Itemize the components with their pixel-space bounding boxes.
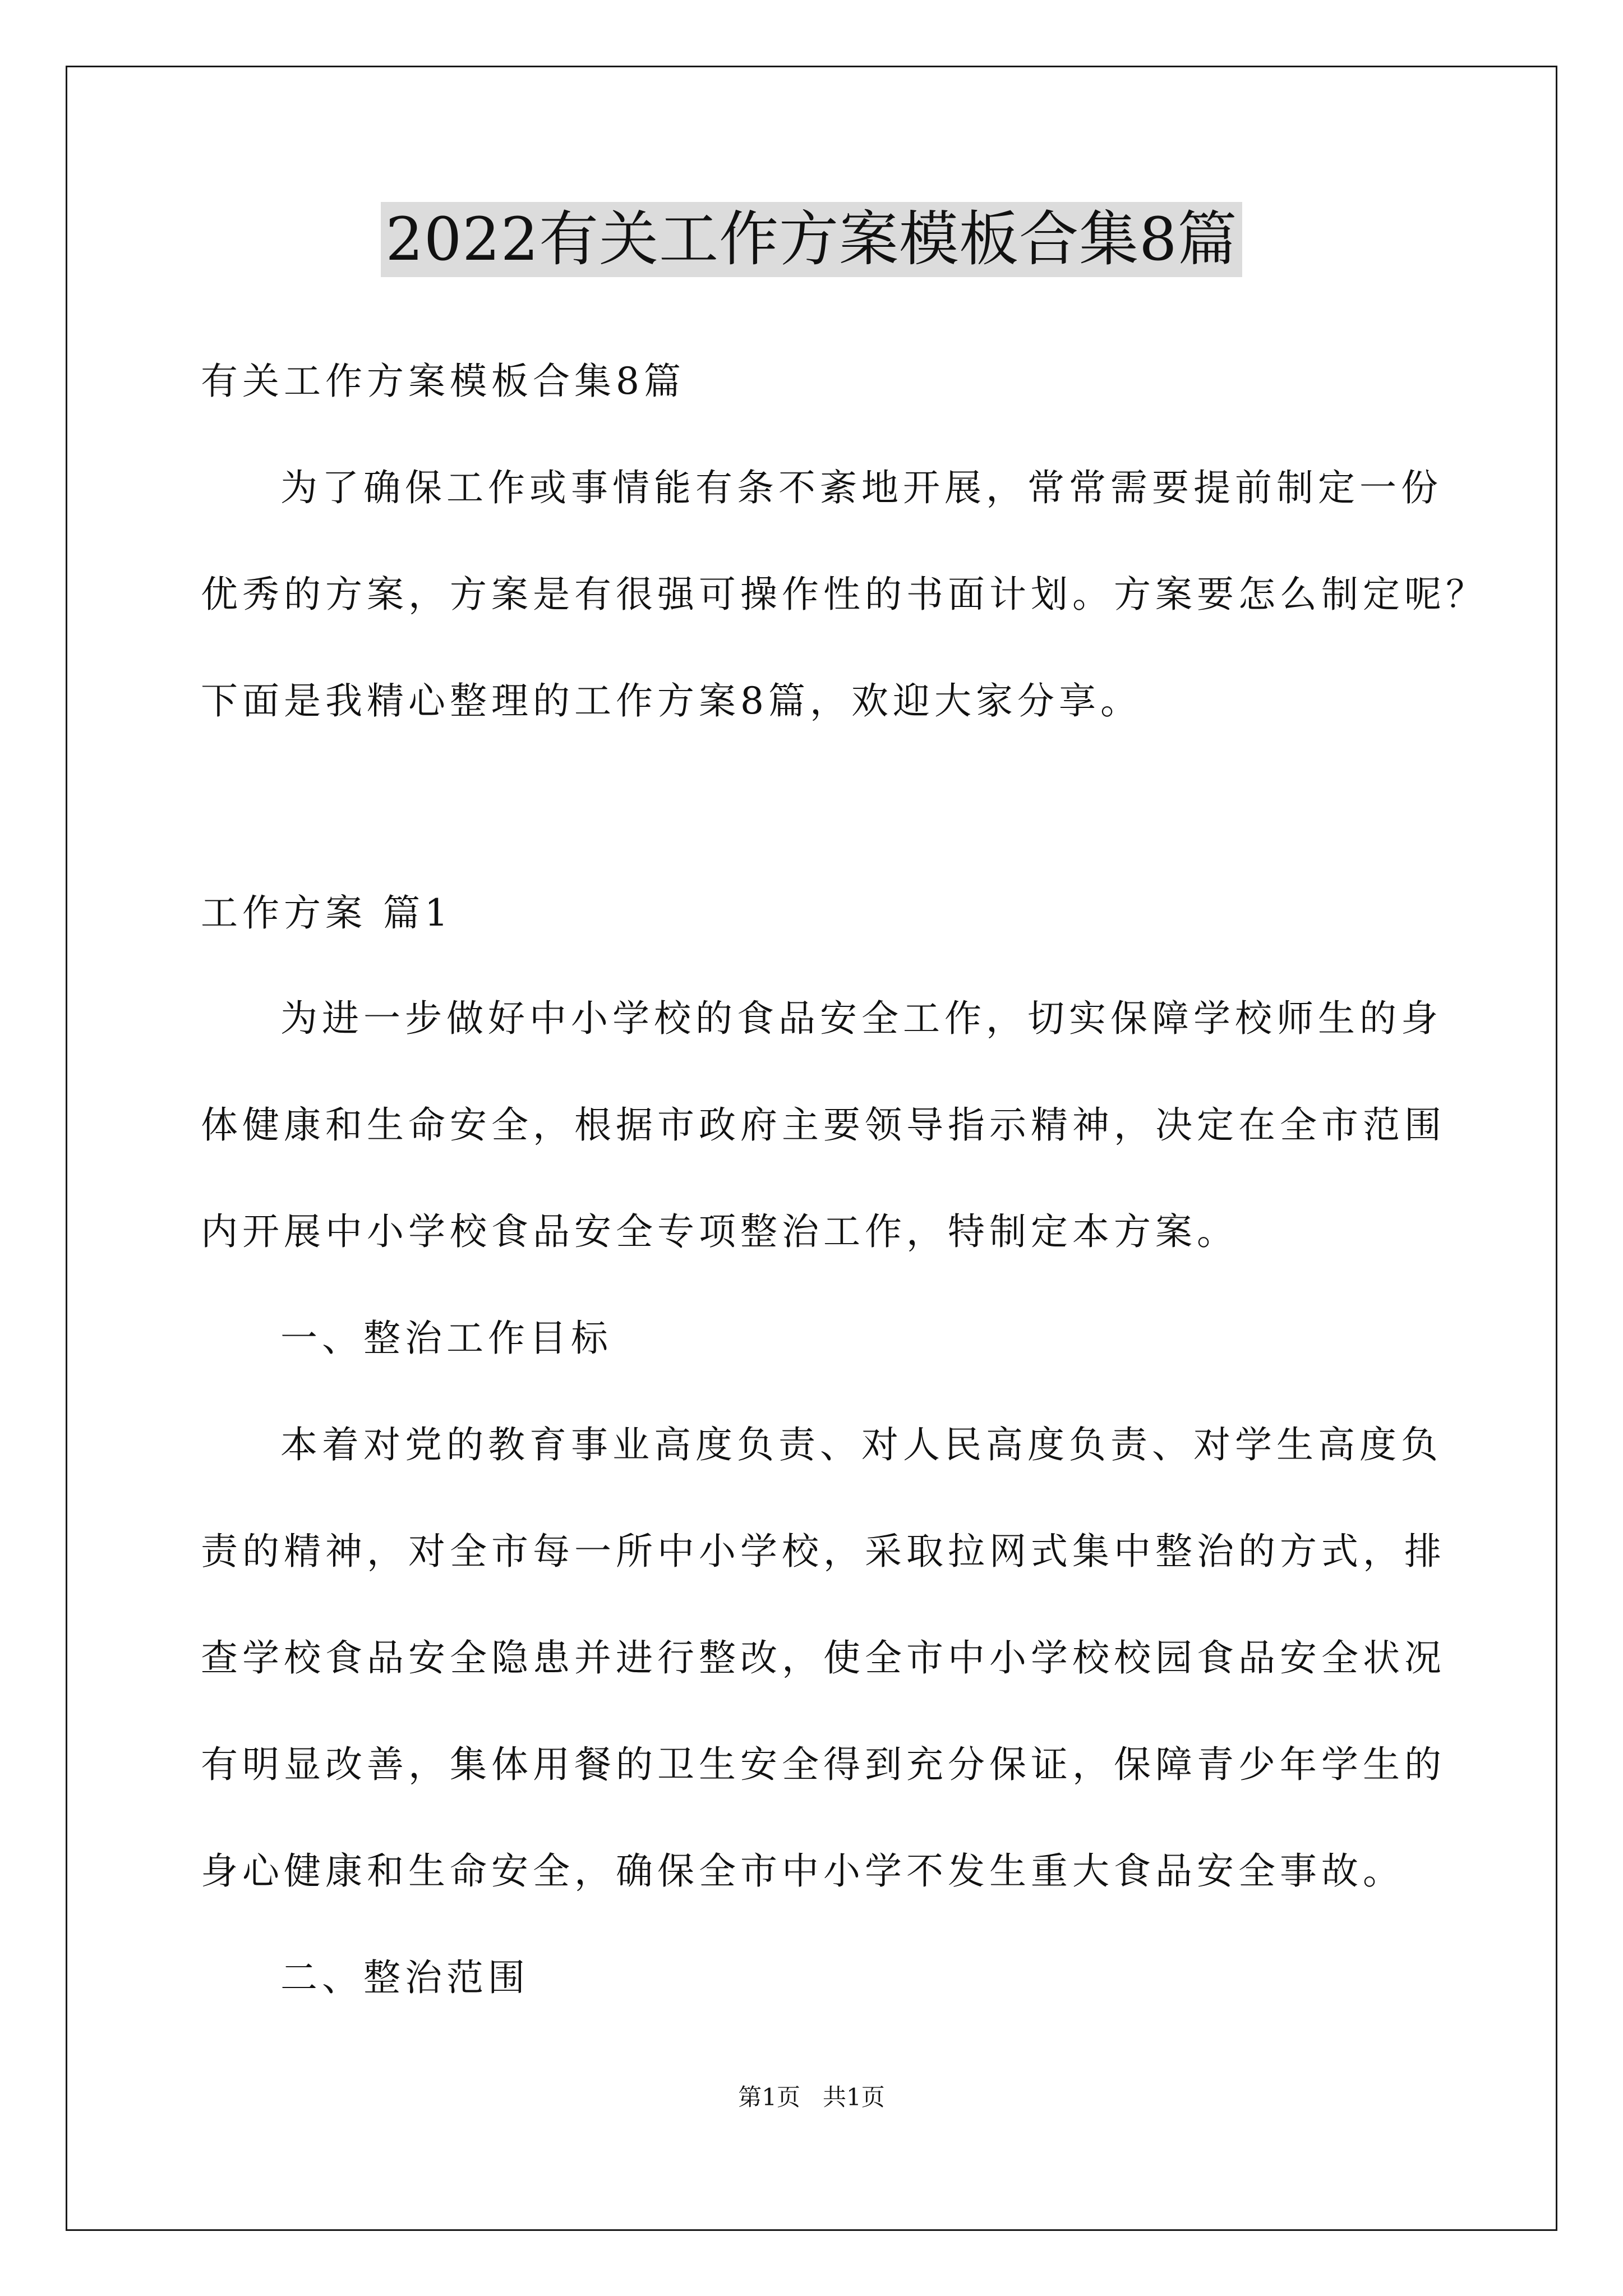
section-para2-line-5: 身心健康和生命安全，确保全市中小学不发生重大食品安全事故。	[201, 1849, 1404, 1893]
section-para2-line-2: 责的精神，对全市每一所中小学校，采取拉网式集中整治的方式，排	[201, 1530, 1446, 1573]
section-para1-line-2: 体健康和生命安全，根据市政府主要领导指示精神，决定在全市范围	[201, 1103, 1446, 1147]
section-heading: 工作方案 篇1	[201, 891, 453, 935]
section-para1-line-3: 内开展中小学校食品安全专项整治工作，特制定本方案。	[201, 1210, 1238, 1253]
document-subtitle: 有关工作方案模板合集8篇	[201, 360, 685, 403]
document-title: 2022有关工作方案模板合集8篇	[381, 202, 1242, 277]
title-container	[0, 202, 1623, 277]
section-para1-line-1: 为进一步做好中小学校的食品安全工作，切实保障学校师生的身	[280, 997, 1442, 1040]
page-footer: 第1页 共1页	[738, 2083, 885, 2111]
intro-line-1: 为了确保工作或事情能有条不紊地开展，常常需要提前制定一份	[280, 466, 1442, 509]
section-para2-line-4: 有明显改善，集体用餐的卫生安全得到充分保证，保障青少年学生的	[201, 1743, 1446, 1786]
section-para2-line-1: 本着对党的教育事业高度负责、对人民高度负责、对学生高度负	[280, 1423, 1442, 1466]
section-para2-line-3: 查学校食品安全隐患并进行整改，使全市中小学校校园食品安全状况	[201, 1636, 1446, 1680]
heading-goal: 一、整治工作目标	[280, 1317, 612, 1360]
intro-line-2: 优秀的方案，方案是有很强可操作性的书面计划。方案要怎么制定呢？	[201, 573, 1487, 616]
intro-line-3: 下面是我精心整理的工作方案8篇，欢迎大家分享。	[201, 679, 1142, 723]
heading-scope: 二、整治范围	[280, 1956, 529, 1999]
